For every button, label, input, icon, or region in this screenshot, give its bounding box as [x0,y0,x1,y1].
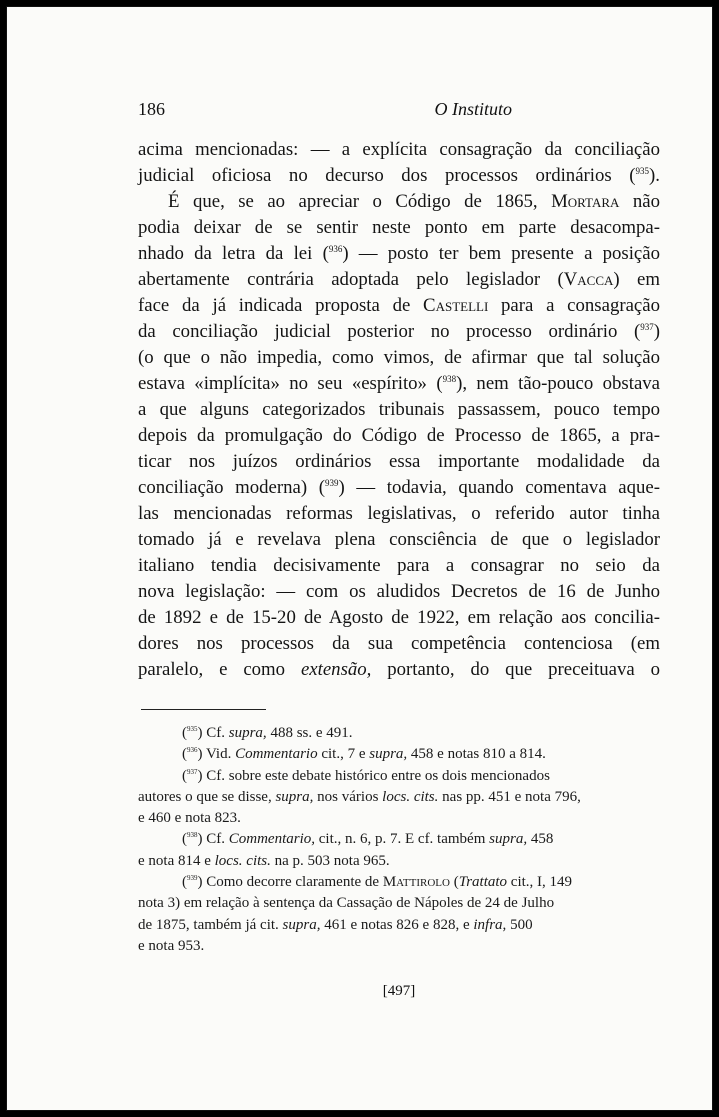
body-line: (o que o não impedia, como vimos, de afirmar que tal solução [138,347,660,368]
body-line: podia deixar de se sentir neste ponto em parte desacompa- [138,217,660,238]
body-line: face da já indicada proposta de Castelli para a consagração [138,295,660,316]
footnote-935: ($^{935}$) Cf. supra, 488 ss. e 491. [182,725,353,741]
body-line: acima mencionadas: — a explícita consagração da conciliação [138,139,660,160]
body-line: tomado já e revelava plena consciência de que o legislador [138,529,660,550]
body-line: judicial oficiosa no decurso dos processos ordinários ($^{935}$). [138,165,660,186]
body-line: abertamente contrária adoptada pelo legislador (Vacca) em [138,269,660,290]
running-header [138,99,660,120]
author-name: Vacca [563,269,614,290]
footnotes [138,723,660,957]
body-line: paralelo, e como extensão, portanto, do que preceituava o [138,659,660,680]
body-line: da conciliação judicial posterior no processo ordinário ($^{937}$) [138,321,660,342]
author-name: Castelli [423,295,489,316]
body-line: las mencionadas reformas legislativas, o referido autor tinha [138,503,660,524]
footnote-ref[interactable]: 939 [324,478,339,488]
folio-number: [497] [382,983,416,999]
footnote-937: ($^{937}$) Cf. sobre este debate histórico entre os dois mencionados autores o que se disse, supra, nos vários locs. cits. nas pp. 451 e nota 796, e 460 e nota 823. [138,767,581,827]
footnote-936: ($^{936}$) Vid. Commentario cit., 7 e supra, 458 e notas 810 a 814. [182,746,546,763]
footnote-938: ($^{938}$) Cf. Commentario, cit., n. 6, p. 7. E cf. também supra, 458 e nota 814 e locs. cits. na p. 503 nota 965. [138,831,554,869]
running-title: O Instituto [434,99,512,119]
body-text [138,137,660,683]
footnote-separator [141,709,266,710]
page-number: 186 [138,99,165,119]
author-name: Mortara [551,191,620,212]
italic-term: extensão, [300,659,372,680]
body-line: nova legislação: — com os aludidos Decretos de 16 de Junho [138,581,660,602]
footnote-ref[interactable]: 935 [635,166,650,176]
body-line: de 1892 e de 15-20 de Agosto de 1922, em relação aos concilia- [138,607,660,628]
document-page [6,6,713,1111]
body-line: É que, se ao apreciar o Código de 1865, Mortara não [168,191,660,212]
body-line: italiano tendia decisivamente para a consagrar no seio da [138,555,660,576]
body-line: estava «implícita» no seu «espírito» ($^{938}$), nem tão-pouco obstava [138,373,661,394]
body-line: dores nos processos da sua competência contenciosa (em [138,633,660,654]
body-line: conciliação moderna) ($^{939}$) — todavia, quando comentava aque- [138,477,660,498]
footnote-ref[interactable]: 938 [442,374,457,384]
footnote-ref[interactable]: 936 [328,244,343,254]
body-line: depois da promulgação do Código de Processo de 1865, a pra- [138,425,660,446]
body-line: ticar nos juízos ordinários essa importante modalidade da [138,451,660,472]
footnote-ref[interactable]: 937 [640,322,654,332]
footnote-939: ($^{939}$) Como decorre claramente de Mattirolo (Trattato cit., I, 149 nota 3) em relação à sentença da Cassação de Nápoles de 24 de Julho de 1875, também já cit. supra, 461 e notas 826 e 828, e infra, 500 e nota 953. [138,874,573,954]
body-line: nhado da letra da lei ($^{936}$) — posto ter bem presente a posição [138,243,660,264]
body-line: a que alguns categorizados tribunais passassem, pouco tempo [138,399,660,420]
